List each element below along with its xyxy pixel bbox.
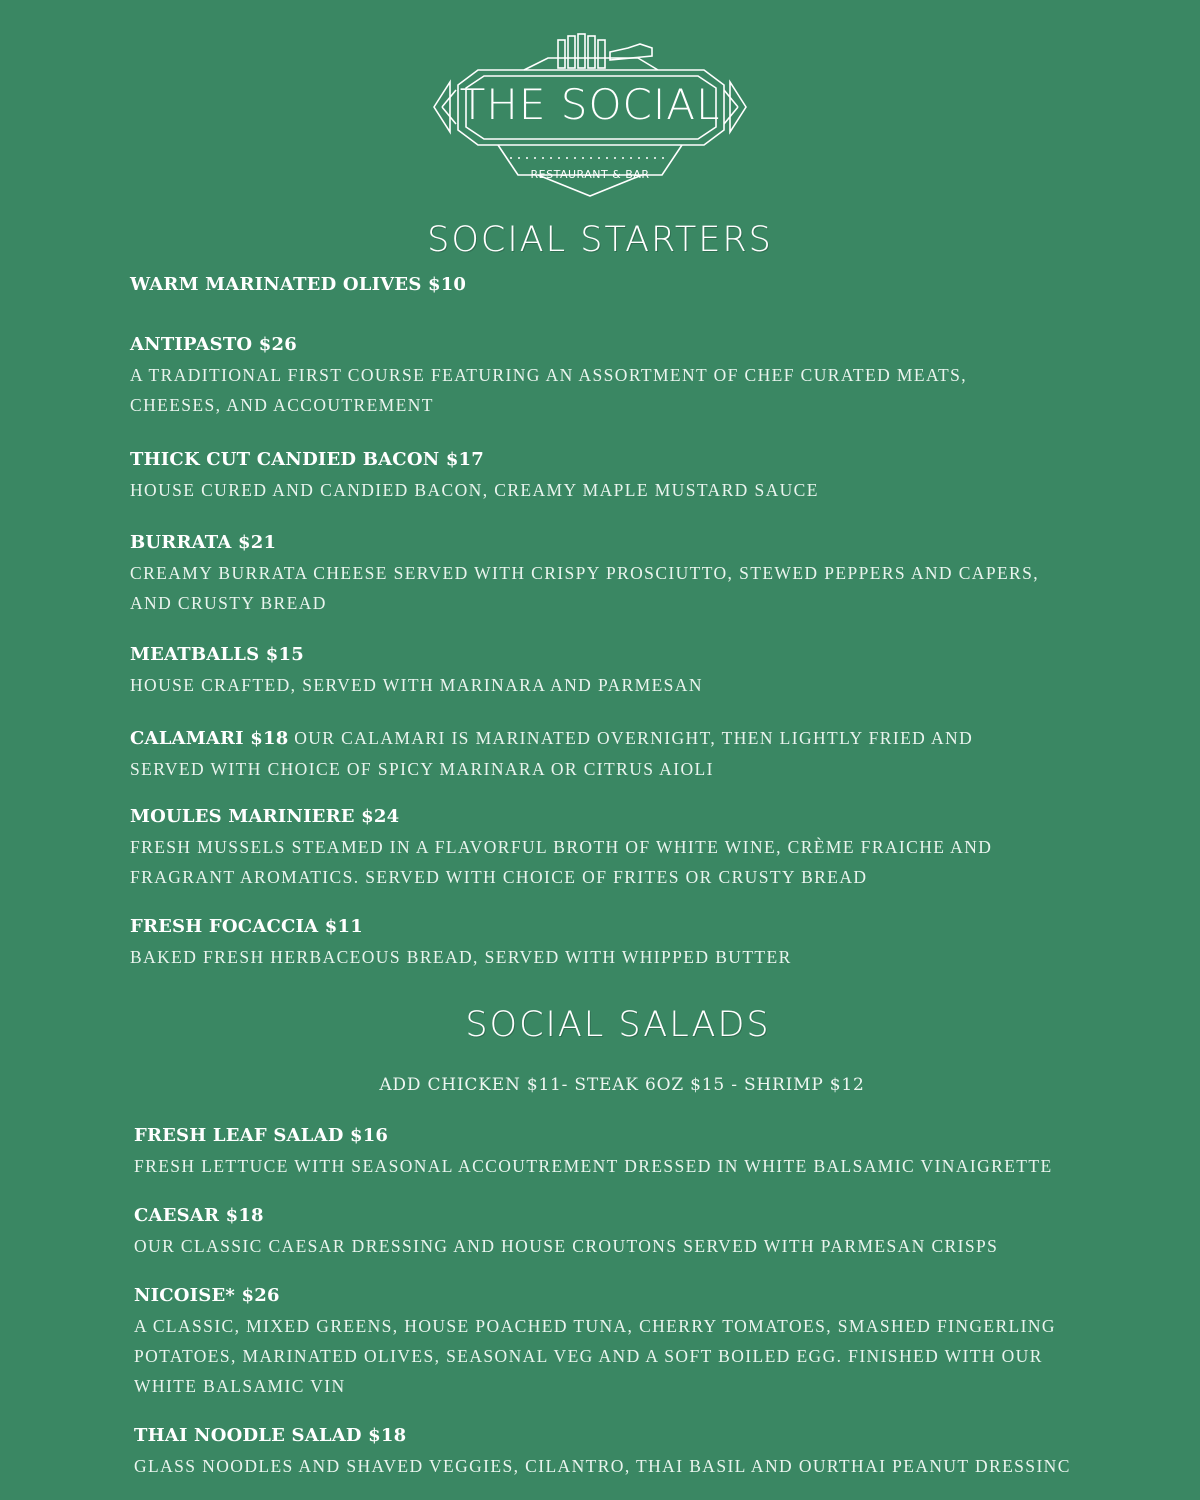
item-description-text: OUR CALAMARI IS MARINATED OVERNIGHT, THEN LIGHTLY FRIED AND — [294, 728, 974, 748]
item-title: WARM MARINATED OLIVES $10 — [130, 274, 467, 295]
item-title: FRESH FOCACCIA $11 — [130, 916, 363, 937]
item-title: ANTIPASTO $26 — [130, 334, 297, 355]
item-description-line: HOUSE CRAFTED, SERVED WITH MARINARA AND PARMESAN — [130, 675, 703, 695]
item-description-line: WHITE BALSAMIC VIN — [134, 1376, 346, 1396]
starters-heading: SOCIAL STARTERS — [427, 220, 773, 260]
menu-item-burrata — [130, 528, 1140, 618]
menu-item-moules-mariniere — [130, 802, 1140, 892]
menu-item-caesar — [134, 1201, 1144, 1261]
item-description-line: SERVED WITH CHOICE OF SPICY MARINARA OR CITRUS AIOLI — [130, 759, 714, 779]
logo-subtitle: RESTAURANT & BAR — [530, 168, 650, 181]
salads-heading: SOCIAL SALADS — [465, 1005, 771, 1045]
menu-item-focaccia — [130, 912, 1140, 972]
item-description-line: BAKED FRESH HERBACEOUS BREAD, SERVED WITH WHIPPED BUTTER — [130, 947, 792, 967]
item-title: BURRATA $21 — [130, 532, 277, 553]
item-description-line: HOUSE CURED AND CANDIED BACON, CREAMY MAPLE MUSTARD SAUCE — [130, 480, 819, 500]
menu-item-warm-olives — [130, 270, 1140, 300]
item-title: THAI NOODLE SALAD $18 — [134, 1425, 407, 1446]
logo-title: THE SOCIAL — [459, 80, 721, 129]
item-description-line: OUR CLASSIC CAESAR DRESSING AND HOUSE CROUTONS SERVED WITH PARMESAN CRISPS — [134, 1236, 999, 1256]
item-description-line: POTATOES, MARINATED OLIVES, SEASONAL VEG AND A SOFT BOILED EGG. FINISHED WITH OUR — [134, 1346, 1043, 1366]
restaurant-logo — [428, 30, 752, 205]
item-title: CALAMARI $18 — [130, 728, 289, 749]
item-title: THICK CUT CANDIED BACON $17 — [130, 449, 484, 470]
menu-item-fresh-leaf-salad — [134, 1121, 1144, 1181]
item-title: MEATBALLS $15 — [130, 644, 304, 665]
item-title: FRESH LEAF SALAD $16 — [134, 1125, 389, 1146]
menu-item-candied-bacon — [130, 445, 1140, 505]
item-description-line: AND CRUSTY BREAD — [130, 593, 327, 613]
salad-addons: ADD CHICKEN $11- STEAK 6OZ $15 - SHRIMP $12 — [379, 1075, 865, 1095]
item-title: CAESAR $18 — [134, 1205, 264, 1226]
item-description-line: GLASS NOODLES AND SHAVED VEGGIES, CILANTRO, THAI BASIL AND OURTHAI PEANUT DRESSINC — [134, 1456, 1071, 1476]
item-description-line: FRESH LETTUCE WITH SEASONAL ACCOUTREMENT DRESSED IN WHITE BALSAMIC VINAIGRETTE — [134, 1156, 1053, 1176]
item-description-line: FRAGRANT AROMATICS. SERVED WITH CHOICE OF FRITES OR CRUSTY BREAD — [130, 867, 868, 887]
item-description-line — [130, 723, 1140, 754]
menu-item-thai-noodle-salad — [134, 1421, 1144, 1481]
item-description-line: CHEESES, AND ACCOUTREMENT — [130, 395, 434, 415]
item-description-line: A TRADITIONAL FIRST COURSE FEATURING AN ASSORTMENT OF CHEF CURATED MEATS, — [130, 365, 968, 385]
item-description-line: A CLASSIC, MIXED GREENS, HOUSE POACHED TUNA, CHERRY TOMATOES, SMASHED FINGERLING — [134, 1316, 1056, 1336]
item-title: MOULES MARINIERE $24 — [130, 806, 400, 827]
menu-item-calamari — [130, 723, 1140, 784]
menu-item-meatballs — [130, 640, 1140, 700]
menu-item-antipasto — [130, 330, 1140, 420]
item-description-line: CREAMY BURRATA CHEESE SERVED WITH CRISPY PROSCIUTTO, STEWED PEPPERS AND CAPERS, — [130, 563, 1040, 583]
item-title: NICOISE* $26 — [134, 1285, 280, 1306]
menu-item-nicoise — [134, 1281, 1144, 1401]
item-description-line: FRESH MUSSELS STEAMED IN A FLAVORFUL BROTH OF WHITE WINE, CRÈME FRAICHE AND — [130, 837, 993, 857]
